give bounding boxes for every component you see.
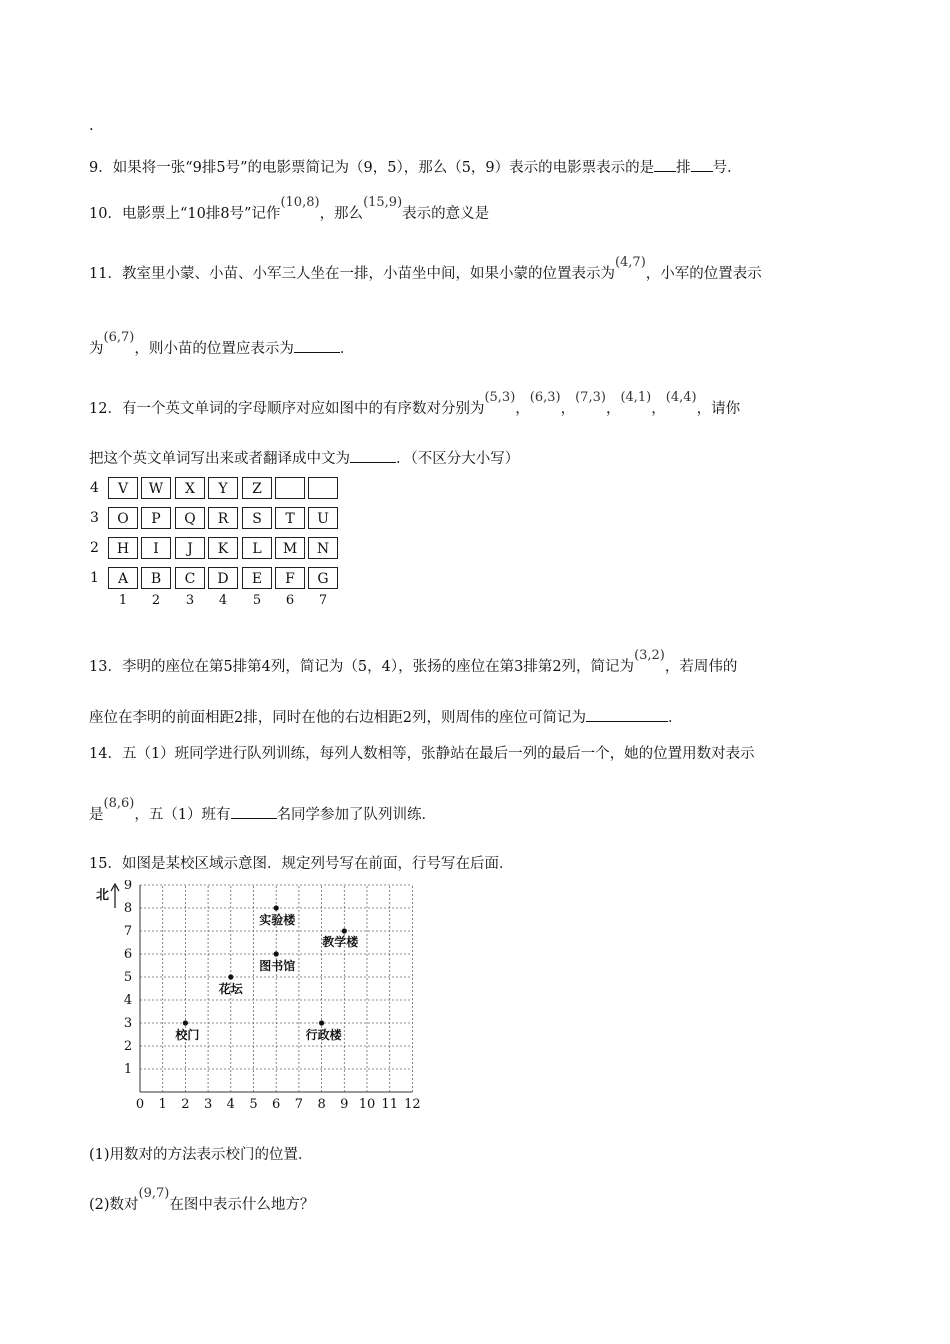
question-text: 名同学参加了队列训练．: [276, 807, 437, 823]
map-point-marker: [274, 951, 279, 956]
letter-cell: F: [275, 567, 305, 589]
question-text: 如果将一张“9排5号”的电影票简记为（9，5），那么（5，9）表示的电影票表示的是: [112, 160, 655, 176]
y-tick-label: 3: [123, 1016, 133, 1031]
number-pair: (3,2): [634, 648, 665, 663]
letter-cell: U: [308, 507, 338, 529]
question-text: 五（1）班同学进行队列训练，每列人数相等，张静站在最后一列的最后一个，她的位置用数对表示: [121, 746, 755, 762]
answer-blank[interactable]: [231, 808, 277, 819]
x-tick-label: 3: [203, 1097, 213, 1112]
x-tick-label: 11: [381, 1097, 398, 1112]
question-13-line1: [89, 648, 738, 676]
map-point-label: 教学楼: [322, 935, 359, 949]
letter-cell: Y: [208, 477, 238, 499]
question-number: 14．: [89, 746, 122, 762]
question-number: 15．: [89, 856, 122, 872]
row-label: 2: [90, 540, 99, 556]
x-tick-label: 0: [135, 1097, 145, 1112]
question-11-line2: [89, 330, 355, 358]
letter-cell: S: [242, 507, 272, 529]
x-tick-label: 4: [226, 1097, 235, 1112]
y-tick-label: 2: [123, 1039, 133, 1054]
number-pair: (7,3): [575, 390, 606, 405]
map-point-marker: [319, 1020, 324, 1025]
letter-cell: [308, 477, 338, 499]
separator: ，: [605, 401, 621, 417]
stray-dot: .: [89, 118, 94, 134]
letter-cell: G: [308, 567, 338, 589]
letter-cell: V: [108, 477, 138, 499]
y-tick-label: 4: [123, 993, 133, 1008]
separator: ，: [560, 401, 576, 417]
question-number: 13．: [89, 659, 122, 675]
y-tick-label: 7: [123, 924, 133, 939]
map-point-marker: [228, 974, 233, 979]
question-text: (2)数对: [89, 1197, 139, 1213]
letter-cell: I: [141, 537, 171, 559]
question-15: [89, 852, 513, 873]
letter-cell: C: [175, 567, 205, 589]
y-tick-label: 9: [123, 880, 133, 893]
question-12-line2: [89, 447, 519, 468]
letter-cell: J: [175, 537, 205, 559]
number-pair: (10,8): [280, 195, 320, 210]
number-pair: (4,1): [620, 390, 652, 405]
map-point-label: 行政楼: [305, 1028, 342, 1042]
number-pair: (6,7): [103, 330, 135, 345]
question-12-line1: [89, 390, 741, 418]
x-tick-label: 7: [294, 1097, 304, 1112]
answer-blank[interactable]: [350, 452, 396, 463]
separator: ，: [515, 401, 530, 417]
question-text: 号．: [712, 160, 742, 176]
number-pair: (4,7): [614, 255, 646, 270]
column-label: 7: [318, 593, 328, 608]
answer-blank[interactable]: [294, 342, 340, 353]
column-label: 1: [118, 593, 128, 608]
question-14-line1: [89, 742, 755, 763]
question-text: 教室里小蒙、小苗、小军三人坐在一排，小苗坐中间，如果小蒙的位置表示为: [121, 266, 615, 282]
campus-map: [86, 880, 426, 1112]
question-13-line2: [89, 706, 682, 727]
letter-cell: T: [275, 507, 305, 529]
question-text: 有一个英文单词的字母顺序对应如图中的有序数对分别为: [121, 401, 485, 417]
question-text: 座位在李明的前面相距2排，同时在他的右边相距2列，则周伟的座位可简记为: [89, 710, 586, 726]
letter-cell: E: [242, 567, 272, 589]
question-text: 李明的座位在第5排第4列，简记为（5，4），张扬的座位在第3排第2列，简记为: [121, 659, 635, 675]
question-text: 表示的意义是: [402, 206, 490, 222]
question-text: ，请你: [696, 401, 741, 417]
letter-cell: R: [208, 507, 238, 529]
y-tick-label: 1: [123, 1062, 133, 1077]
x-tick-label: 8: [317, 1097, 326, 1112]
row-label: 3: [90, 510, 99, 526]
answer-blank[interactable]: [586, 711, 668, 722]
row-label: 1: [90, 570, 99, 586]
question-text: 把这个英文单词写出来或者翻译成中文为: [89, 451, 350, 467]
map-points: [174, 905, 359, 1042]
map-point-label: 实验楼: [259, 913, 296, 927]
number-pair: (6,3): [529, 390, 561, 405]
letter-cell: D: [208, 567, 238, 589]
answer-blank[interactable]: [654, 161, 676, 172]
letter-cell: [275, 477, 305, 499]
map-point-marker: [342, 928, 347, 933]
letter-cell: N: [308, 537, 338, 559]
letter-cell: H: [108, 537, 138, 559]
letter-cell: M: [275, 537, 305, 559]
question-text: ，那么: [319, 206, 364, 222]
separator: ，: [651, 401, 666, 417]
question-text: 电影票上“10排8号”记作: [121, 206, 281, 222]
x-tick-label: 9: [340, 1097, 349, 1112]
question-14-line2: [89, 796, 437, 824]
question-text: 在图中表示什么地方？: [169, 1197, 315, 1213]
column-label: 6: [285, 593, 295, 608]
column-label: 2: [151, 593, 161, 608]
question-text: ，五（1）班有: [134, 807, 231, 823]
number-pair: (15,9): [363, 195, 403, 210]
y-tick-label: 6: [123, 947, 133, 962]
question-text: ．: [667, 710, 683, 726]
map-point-marker: [274, 905, 279, 910]
letter-cell: P: [141, 507, 171, 529]
map-point-label: 花坛: [218, 982, 243, 996]
question-text: ．（不区分大小写）: [396, 451, 520, 467]
letter-cell: L: [242, 537, 272, 559]
letter-cell: X: [175, 477, 205, 499]
number-pair: (9,7): [138, 1186, 170, 1201]
row-label: 4: [90, 480, 99, 496]
map-point-marker: [183, 1020, 188, 1025]
question-text: 为: [89, 341, 104, 357]
question-number: 10．: [89, 206, 122, 222]
column-label: 3: [185, 593, 195, 608]
question-number: 11．: [89, 266, 122, 282]
number-pair: (4,4): [665, 390, 697, 405]
letter-cell: Z: [242, 477, 272, 499]
number-pair: (5,3): [484, 390, 516, 405]
question-number: 12．: [89, 401, 122, 417]
letter-cell: B: [141, 567, 171, 589]
y-tick-label: 5: [123, 970, 133, 985]
answer-blank[interactable]: [691, 161, 713, 172]
x-tick-label: 1: [158, 1097, 167, 1112]
letter-cell: K: [208, 537, 238, 559]
map-point-label: 图书馆: [259, 959, 296, 973]
letter-cell: Q: [175, 507, 205, 529]
question-text: ．: [339, 341, 355, 357]
column-label: 4: [218, 593, 228, 608]
number-pair: (8,6): [103, 796, 135, 811]
question-text: 是: [89, 807, 104, 823]
question-number: 9．: [89, 160, 113, 176]
question-10: [89, 195, 490, 223]
sub-question-1: (1)用数对的方法表示校门的位置．: [89, 1147, 313, 1163]
question-text: ，若周伟的: [664, 659, 738, 675]
column-label: 5: [252, 593, 262, 608]
question-text: ，则小苗的位置应表示为: [134, 341, 294, 357]
x-tick-label: 5: [249, 1097, 258, 1112]
x-tick-label: 12: [404, 1097, 421, 1112]
letter-cell: W: [141, 477, 171, 499]
y-tick-label: 8: [123, 901, 133, 916]
question-text: 如图是某校区域示意图．规定列号写在前面，行号写在后面．: [121, 856, 514, 872]
x-tick-label: 6: [272, 1097, 281, 1112]
question-11-line1: [89, 255, 762, 283]
north-label: 北: [96, 888, 110, 903]
question-9: [89, 156, 742, 177]
map-point-label: 校门: [175, 1028, 200, 1042]
letter-cell: O: [108, 507, 138, 529]
letter-cell: A: [108, 567, 138, 589]
x-tick-label: 10: [358, 1097, 376, 1112]
x-tick-label: 2: [181, 1097, 190, 1112]
question-text: ，小军的位置表示: [645, 266, 762, 282]
question-text: 排: [676, 160, 691, 176]
sub-question-2: [89, 1186, 315, 1214]
